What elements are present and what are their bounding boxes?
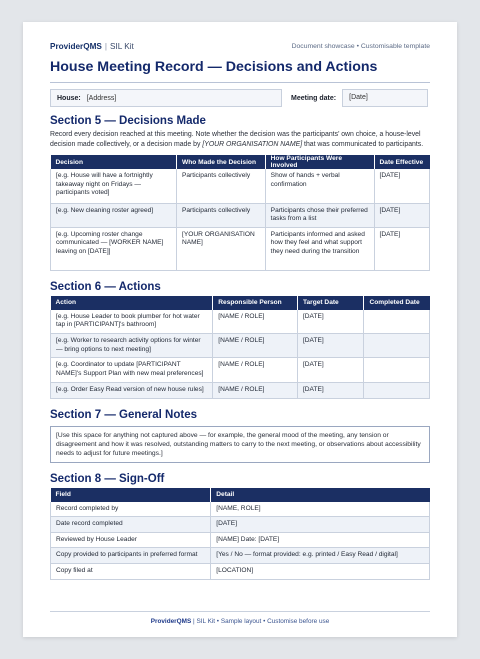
- decision-how-cell: Participants chose their preferred tasks from a list: [265, 203, 374, 227]
- action-row: [51, 334, 430, 358]
- page-title: House Meeting Record — Decisions and Actions: [50, 59, 378, 75]
- footer-brand: ProviderQMS: [150, 618, 192, 625]
- signoff-detail-cell: [Yes / No — format provided: e.g. printed / Easy Read / digital]: [211, 548, 430, 564]
- decision-row: [51, 203, 430, 227]
- actions-col-header: Responsible Person: [213, 296, 298, 310]
- actions-table: [50, 296, 430, 399]
- decision-who-cell: Participants collectively: [176, 203, 265, 227]
- section-5-intro: [50, 130, 430, 149]
- decision-how-cell: Participants informed and asked how they feel and what support they need during the transition: [265, 227, 374, 270]
- signoff-header-row: [51, 488, 430, 502]
- action-person-cell: [NAME / ROLE]: [213, 382, 298, 398]
- footer-divider: [50, 611, 430, 612]
- action-cell: [e.g. Worker to research activity options for winter — bring options to next meeting]: [51, 334, 213, 358]
- intro-text: Record every decision reached at this meeting. Note whether the decision was the participants’ own choice, a house-level decision made collectively, or a decision made by: [50, 131, 421, 148]
- signoff-col-header: Detail: [211, 488, 430, 502]
- action-person-cell: [NAME / ROLE]: [213, 334, 298, 358]
- decisions-col-header: Decision: [51, 155, 177, 169]
- decisions-table: [50, 155, 430, 271]
- action-cell: [e.g. House Leader to book plumber for hot water tap in [PARTICIPANT]'s bathroom]: [51, 310, 213, 334]
- decision-row: [51, 169, 430, 203]
- house-value: [Address]: [86, 94, 117, 102]
- signoff-detail-cell: [LOCATION]: [211, 563, 430, 579]
- brand: ProviderQMS | SIL Kit: [50, 41, 134, 51]
- decisions-col-header: How Participants Were Involved: [265, 155, 374, 169]
- decision-who-cell: Participants collectively: [176, 169, 265, 203]
- signoff-detail-cell: [NAME, ROLE]: [211, 502, 430, 517]
- actions-col-header: Target Date: [297, 296, 364, 310]
- action-target-cell: [DATE]: [297, 334, 364, 358]
- decision-date-cell: [DATE]: [374, 203, 429, 227]
- decision-cell: [e.g. House will have a fortnightly takeaway night on Fridays — participants voted]: [51, 169, 177, 203]
- decision-cell: [e.g. New cleaning roster agreed]: [51, 203, 177, 227]
- signoff-row: [51, 563, 430, 579]
- decision-who-cell: [YOUR ORGANISATION NAME]: [176, 227, 265, 270]
- actions-header-row: [51, 296, 430, 310]
- action-person-cell: [NAME / ROLE]: [213, 358, 298, 382]
- signoff-field-cell: Copy provided to participants in preferred format: [51, 548, 211, 564]
- signoff-detail-cell: [NAME] Date: [DATE]: [211, 532, 430, 548]
- signoff-col-header: Field: [51, 488, 211, 502]
- action-row: [51, 382, 430, 398]
- showcase-label: Document showcase • Customisable template: [291, 42, 430, 50]
- action-person-cell: [NAME / ROLE]: [213, 310, 298, 334]
- decisions-col-header: Date Effective: [374, 155, 429, 169]
- document-page: [23, 22, 457, 637]
- intro-org-name: [YOUR ORGANISATION NAME]: [202, 140, 303, 148]
- action-row: [51, 358, 430, 382]
- action-completed-cell: [364, 334, 430, 358]
- decision-row: [51, 227, 430, 270]
- action-target-cell: [DATE]: [297, 358, 364, 382]
- action-completed-cell: [364, 358, 430, 382]
- decision-date-cell: [DATE]: [374, 227, 429, 270]
- signoff-row: [51, 532, 430, 548]
- signoff-field-cell: Record completed by: [51, 502, 211, 517]
- brand-name: ProviderQMS: [50, 41, 102, 51]
- signoff-row: [51, 548, 430, 564]
- general-notes-box: [Use this space for anything not captured above — for example, the general mood of the meeting, any tension or disagreement and how it was resolved, outstanding matters to carry to the next meeting, or observations about accessibility needs to adjust for future meetings.]: [50, 426, 430, 463]
- signoff-field-cell: Copy filed at: [51, 563, 211, 579]
- meeting-date-field: [291, 89, 428, 107]
- signoff-field-cell: Date record completed: [51, 517, 211, 533]
- action-completed-cell: [364, 310, 430, 334]
- signoff-row: [51, 502, 430, 517]
- section-6-heading: Section 6 — Actions: [50, 280, 161, 293]
- meeting-date-value: [Date]: [342, 89, 428, 107]
- decision-how-cell: Show of hands + verbal confirmation: [265, 169, 374, 203]
- decision-cell: [e.g. Upcoming roster change communicated — [WORKER NAME] leaving on [DATE]]: [51, 227, 177, 270]
- actions-col-header: Completed Date: [364, 296, 430, 310]
- action-target-cell: [DATE]: [297, 382, 364, 398]
- section-5-heading: Section 5 — Decisions Made: [50, 115, 206, 127]
- decisions-col-header: Who Made the Decision: [176, 155, 265, 169]
- signoff-field-cell: Reviewed by House Leader: [51, 532, 211, 548]
- page-footer: ProviderQMS | SIL Kit • Sample layout • Customise before use: [150, 618, 330, 625]
- decision-date-cell: [DATE]: [374, 169, 429, 203]
- action-completed-cell: [364, 382, 430, 398]
- signoff-detail-cell: [DATE]: [211, 517, 430, 533]
- actions-col-header: Action: [51, 296, 213, 310]
- action-target-cell: [DATE]: [297, 310, 364, 334]
- action-row: [51, 310, 430, 334]
- footer-text: SIL Kit • Sample layout • Customise before use: [196, 618, 330, 625]
- signoff-row: [51, 517, 430, 533]
- top-bar: [50, 22, 430, 53]
- meeting-meta: [50, 89, 430, 107]
- section-8-heading: Section 8 — Sign-Off: [50, 472, 165, 485]
- signoff-table: [50, 488, 430, 580]
- brand-kit: SIL Kit: [110, 41, 134, 51]
- house-field: [50, 89, 282, 107]
- decisions-header-row: [51, 155, 430, 169]
- action-cell: [e.g. Order Easy Read version of new house rules]: [51, 382, 213, 398]
- house-label: House:: [57, 94, 81, 102]
- section-7-heading: Section 7 — General Notes: [50, 408, 197, 421]
- title-divider: [50, 82, 430, 83]
- meeting-date-label: Meeting date:: [291, 94, 337, 102]
- action-cell: [e.g. Coordinator to update [PARTICIPANT NAME]'s Support Plan with new meal preferences]: [51, 358, 213, 382]
- intro-text-end: that was communicated to participants.: [302, 140, 424, 148]
